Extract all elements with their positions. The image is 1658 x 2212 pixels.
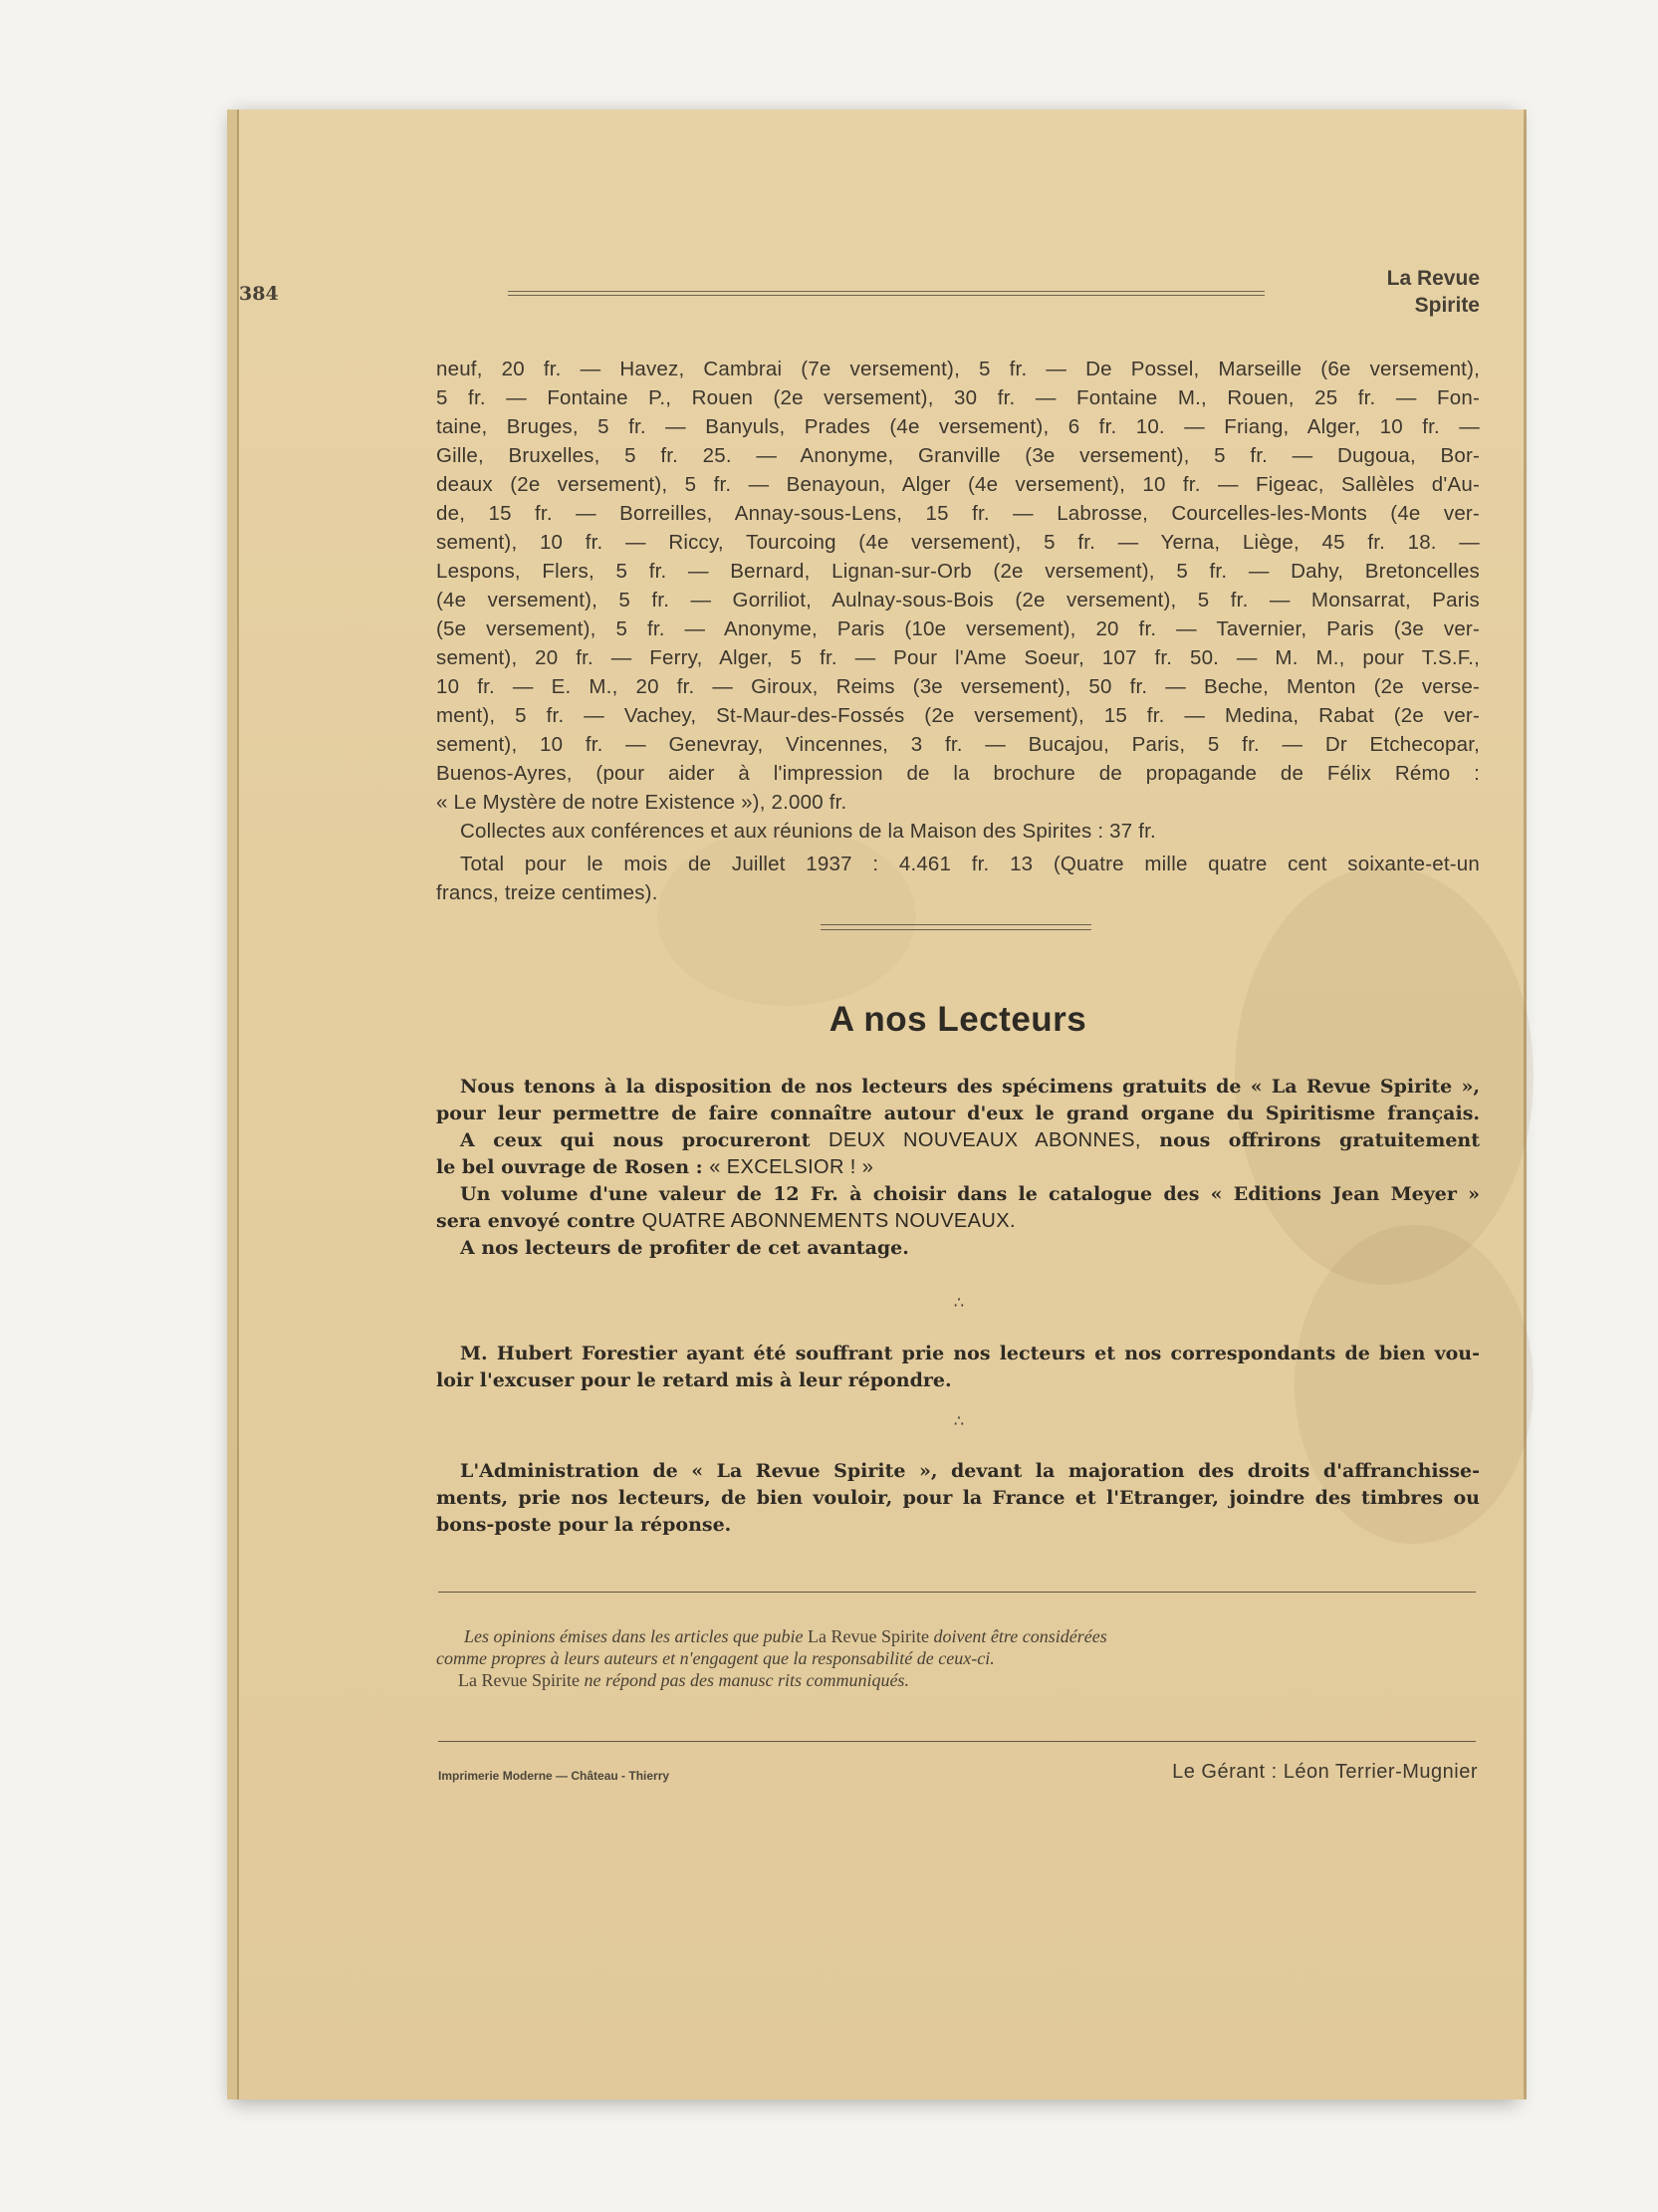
- notice-line: M. Hubert Forestier ayant été souffrant prie nos lecteurs et nos correspondants de bien vou-: [460, 1343, 1480, 1364]
- notice-text: sera envoyé contre: [436, 1210, 642, 1232]
- donation-line: 10 fr. — E. M., 20 fr. — Giroux, Reims (3e versement), 50 fr. — Beche, Menton (2e verse-: [436, 675, 1480, 698]
- page-number: 384: [239, 283, 279, 305]
- footer-rule: [438, 1741, 1476, 1742]
- notice-line: [436, 1127, 1480, 1154]
- donation-line: ment), 5 fr. — Vachey, St-Maur-des-Fossés (2e versement), 15 fr. — Medina, Rabat (2e ver-: [436, 704, 1480, 727]
- notice-line: A nos lecteurs de profiter de cet avantage.: [460, 1237, 909, 1259]
- notice-line: [436, 1154, 1480, 1181]
- notice-caps: DEUX NOUVEAUX ABONNES,: [829, 1129, 1141, 1151]
- notice-line: ments, prie nos lecteurs, de bien vouloir, pour la France et l'Etranger, joindre des timbres ou: [436, 1487, 1480, 1509]
- donation-line: Lespons, Flers, 5 fr. — Bernard, Lignan-sur-Orb (2e versement), 5 fr. — Dahy, Bretoncelles: [436, 560, 1480, 583]
- journal-name: La Revue Spirite: [458, 1670, 580, 1690]
- notice-caps: « EXCELSIOR ! »: [709, 1156, 874, 1178]
- footer-rule: [438, 1592, 1476, 1593]
- donation-line: de, 15 fr. — Borreilles, Annay-sous-Lens, 15 fr. — Labrosse, Courcelles-les-Monts (4e ver-: [436, 502, 1480, 525]
- journal-name: La Revue Spirite: [807, 1626, 929, 1646]
- donation-line: (4e versement), 5 fr. — Gorriliot, Aulnay-sous-Bois (2e versement), 5 fr. — Monsarrat, Paris: [436, 589, 1480, 612]
- disclaimer-text: ne répond pas des manusc rits communiqués.: [579, 1670, 909, 1690]
- notice-line: L'Administration de « La Revue Spirite », devant la majoration des droits d'affranchisse-: [460, 1460, 1480, 1482]
- header-rule: [508, 291, 1265, 296]
- donation-line: neuf, 20 fr. — Havez, Cambrai (7e versement), 5 fr. — De Possel, Marseille (6e versement),: [436, 358, 1480, 380]
- disclaimer-line: [436, 1625, 1480, 1647]
- donation-line: sement), 10 fr. — Genevray, Vincennes, 3 fr. — Bucajou, Paris, 5 fr. — Dr Etchecopar,: [436, 733, 1480, 756]
- donation-line: (5e versement), 5 fr. — Anonyme, Paris (10e versement), 20 fr. — Tavernier, Paris (3e ver-: [436, 617, 1480, 640]
- notice-text: A ceux qui nous procureront: [460, 1129, 829, 1151]
- asterism-divider: ∴: [953, 1413, 963, 1430]
- printer-imprint: Imprimerie Moderne — Château - Thierry: [438, 1769, 670, 1783]
- section-title: A nos Lecteurs: [829, 1000, 1087, 1039]
- notice-administration: [436, 1458, 1480, 1539]
- disclaimer-line: comme propres à leurs auteurs et n'engagent que la responsabilité de ceux-ci.: [436, 1648, 995, 1668]
- notice-line: pour leur permettre de faire connaître autour d'eux le grand organe du Spiritisme français.: [436, 1103, 1480, 1124]
- section-divider: [821, 924, 1091, 930]
- donation-line: 5 fr. — Fontaine P., Rouen (2e versement), 30 fr. — Fontaine M., Rouen, 25 fr. — Fon-: [436, 386, 1480, 409]
- donation-line: sement), 10 fr. — Riccy, Tourcoing (4e versement), 5 fr. — Yerna, Liège, 45 fr. 18. —: [436, 531, 1480, 554]
- disclaimer-text: Les opinions émises dans les articles que pubie: [464, 1626, 808, 1646]
- total-line-2: francs, treize centimes).: [436, 881, 658, 904]
- donation-line: deaux (2e versement), 5 fr. — Benayoun, Alger (4e versement), 10 fr. — Figeac, Sallèles d'Au-: [436, 473, 1480, 496]
- notice-line: Nous tenons à la disposition de nos lecteurs des spécimens gratuits de « La Revue Spirite »,: [460, 1076, 1480, 1098]
- notice-line: [436, 1208, 1480, 1235]
- notice-text: le bel ouvrage de Rosen :: [436, 1156, 710, 1178]
- manager-signature: Le Gérant : Léon Terrier-Mugnier: [1172, 1761, 1478, 1783]
- donation-line: taine, Bruges, 5 fr. — Banyuls, Prades (4e versement), 6 fr. 10. — Friang, Alger, 10 fr. —: [436, 415, 1480, 438]
- donations-list: [436, 355, 1480, 907]
- journal-title-line1: La Revue: [1386, 267, 1480, 290]
- disclaimer-text: doivent être considérées: [928, 1626, 1107, 1646]
- collectes-line: Collectes aux conférences et aux réunions de la Maison des Spirites : 37 fr.: [460, 820, 1156, 843]
- journal-title: [1310, 265, 1480, 319]
- notice-caps: QUATRE ABONNEMENTS NOUVEAUX.: [641, 1210, 1016, 1232]
- disclaimer-line: [436, 1669, 1480, 1691]
- notice-line: Un volume d'une valeur de 12 Fr. à choisir dans le catalogue des « Editions Jean Meyer »: [460, 1183, 1480, 1205]
- donation-line: sement), 20 fr. — Ferry, Alger, 5 fr. — Pour l'Ame Soeur, 107 fr. 50. — M. M., pour T.S.F.,: [436, 646, 1480, 669]
- journal-title-line2: Spirite: [1414, 294, 1480, 317]
- notice-subscriptions: [436, 1074, 1480, 1262]
- notice-line: loir l'excuser pour le retard mis à leur répondre.: [436, 1369, 952, 1391]
- donation-line: Gille, Bruxelles, 5 fr. 25. — Anonyme, Granville (3e versement), 5 fr. — Dugoua, Bor-: [436, 444, 1480, 467]
- notice-text: nous offrirons gratuitement: [1140, 1129, 1481, 1151]
- donation-line: « Le Mystère de notre Existence »), 2.000 fr.: [436, 791, 847, 814]
- total-line: Total pour le mois de Juillet 1937 : 4.461 fr. 13 (Quatre mille quatre cent soixante-et-un: [460, 853, 1480, 875]
- donation-line: Buenos-Ayres, (pour aider à l'impression de la brochure de propagande de Félix Rémo :: [436, 762, 1480, 785]
- notice-forestier: [436, 1341, 1480, 1394]
- editorial-disclaimer: [436, 1625, 1480, 1691]
- asterism-divider: ∴: [953, 1295, 963, 1312]
- notice-line: bons-poste pour la réponse.: [436, 1514, 732, 1536]
